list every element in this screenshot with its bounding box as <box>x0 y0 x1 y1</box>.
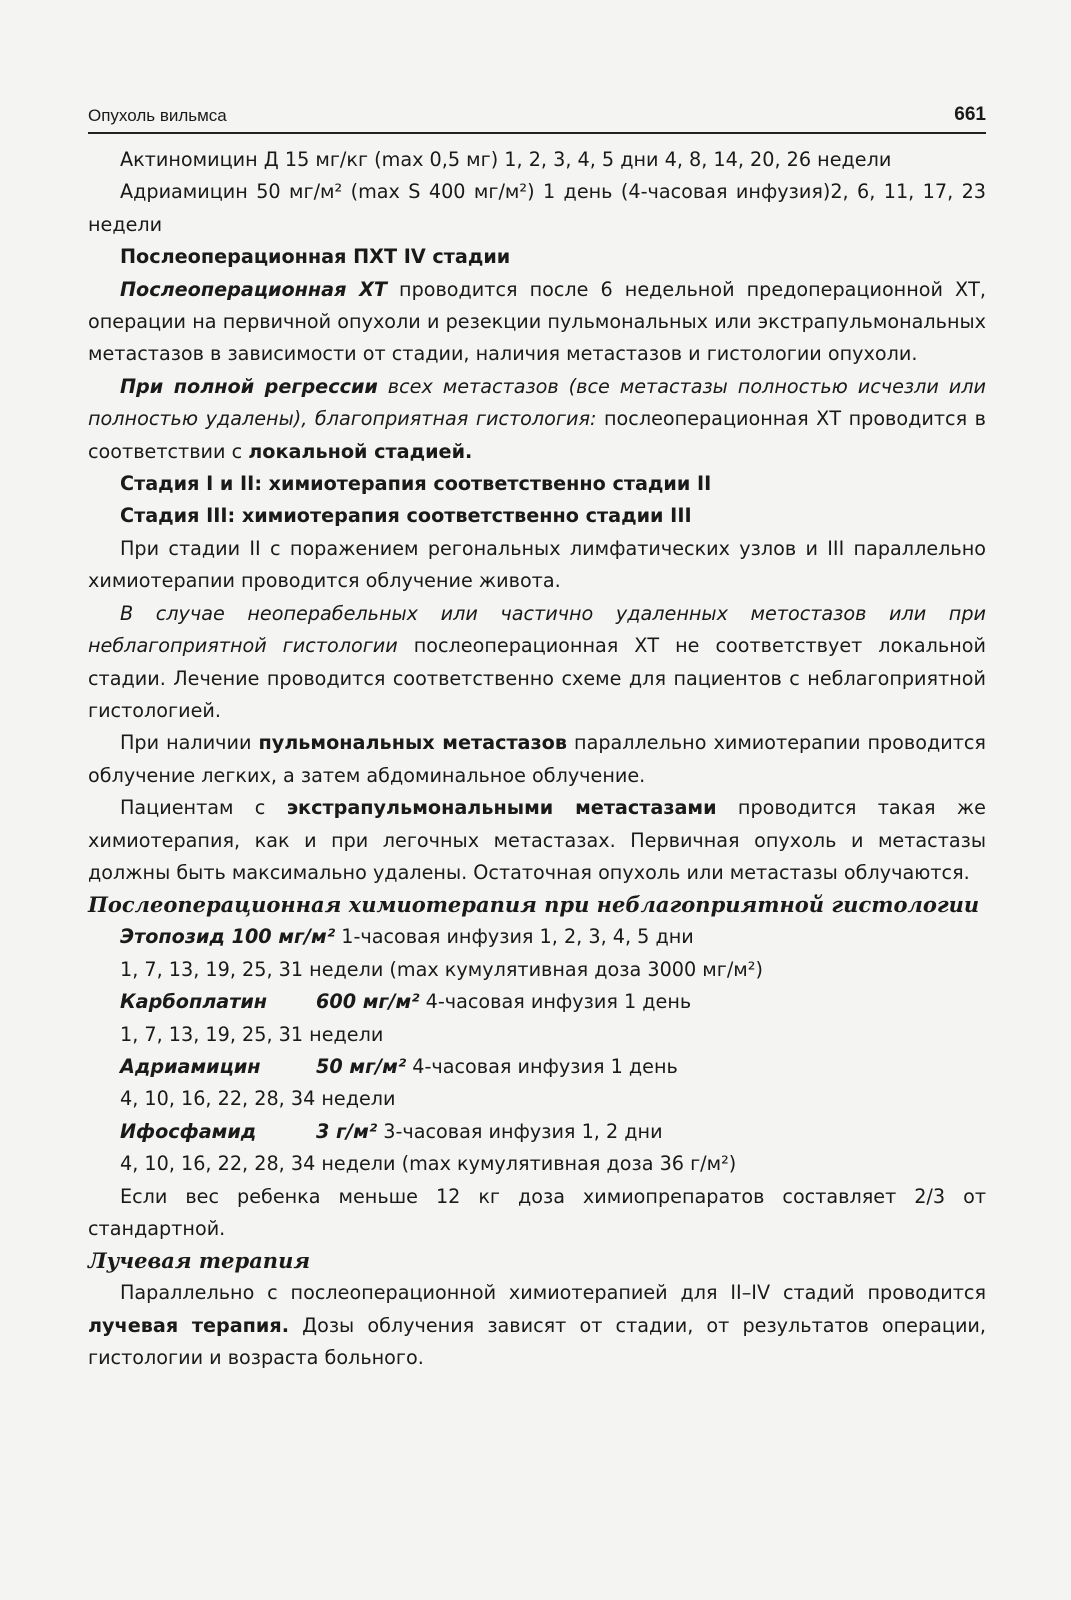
text: 3-часовая инфузия 1, 2 дни <box>377 1119 663 1143</box>
paragraph-postop-chemo <box>88 274 986 371</box>
document-page <box>88 104 986 1375</box>
page-body <box>88 144 986 1375</box>
text: 4-часовая инфузия 1 день <box>419 990 692 1014</box>
page-number: 661 <box>954 104 986 125</box>
text: Дозы облучения зависят от стадии, от результатов операции, гистологии и возраста больного. <box>88 1313 987 1370</box>
bold-text: локальной стадией. <box>248 439 473 463</box>
heading-unfavorable-histology: Послеоперационная химиотерапия при неблагоприятной гистологии <box>88 892 980 918</box>
heading-pxt-stage-4: Послеоперационная ПХТ IV стадии <box>120 245 511 269</box>
italic-text: В случае неоперабельных или частично удаленных метостазов или при неблагоприятной гистологии <box>88 601 986 658</box>
drug-dose: 50 мг/м² <box>316 1054 407 1078</box>
text: проводится такая же химиотерапия, как и при легочных метастазах. Первичная опухоль и метастазы должны быть максимально удалены. Остаточная опухоль или метастазы облучаются. <box>88 796 986 884</box>
drug-name: Этопозид 100 мг/м² <box>120 925 336 949</box>
page-header <box>88 104 986 134</box>
emphasis: Послеоперационная ХТ <box>120 277 387 301</box>
text: При наличии <box>120 731 259 755</box>
text: проводится после 6 недельной предоперационной ХТ, операции на первичной опухоли и резекции пульмональных или экстрапульмональных метастазов в зависимости от стадии, наличия метастазов и гистологии опухоли. <box>88 277 986 366</box>
drug-dose: 600 мг/м² <box>316 990 420 1014</box>
weeks-adriamycin: 4, 10, 16, 22, 28, 34 недели <box>120 1087 396 1111</box>
stage-3-line: Стадия III: химиотерапия соответственно стадии III <box>120 504 692 528</box>
text: 1-часовая инфузия 1, 2, 3, 4, 5 дни <box>335 925 694 949</box>
weeks-carboplatin: 1, 7, 13, 19, 25, 31 недели <box>120 1022 384 1046</box>
weeks-etoposide: 1, 7, 13, 19, 25, 31 недели (max кумулятивная доза 3000 мг/м²) <box>120 957 763 981</box>
weeks-ifosfamide: 4, 10, 16, 22, 28, 34 недели (max кумулятивная доза 36 г/м²) <box>120 1152 737 1176</box>
drug-name: Карбоплатин <box>120 990 268 1014</box>
paragraph-pulmonary <box>88 727 986 792</box>
paragraph-stage-2-3: При стадии II с поражением регональных лимфатических узлов и III параллельно химиотерапии проводится облучение живота. <box>88 536 986 593</box>
dose-carboplatin <box>88 986 986 1018</box>
italic-text: всех метастазов (все метастазы полностью исчезли или полностью удалены), благоприятная гистология: <box>88 374 986 431</box>
heading-radiotherapy: Лучевая терапия <box>88 1248 311 1274</box>
text: послеоперационная ХТ не соответствует локальной стадии. Лечение проводится соответственно схеме для пациентов с неблагоприятной гистологией. <box>88 634 986 722</box>
emphasis: При полной регрессии <box>120 374 378 398</box>
text: Пациентам с <box>120 796 287 820</box>
paragraph-actinomycin: Актиномицин Д 15 мг/кг (max 0,5 мг) 1, 2, 3, 4, 5 дни 4, 8, 14, 20, 26 недели <box>120 148 892 171</box>
bold-text: пульмональных метастазов <box>258 731 567 755</box>
paragraph-extrapulmonary <box>88 792 986 889</box>
paragraph-inoperable <box>88 598 986 728</box>
bold-text: экстрапульмональными метастазами <box>286 796 717 820</box>
paragraph-adriamycin: Адриамицин 50 мг/м² (max S 400 мг/м²) 1 день (4-часовая инфузия)2, 6, 11, 17, 23 недели <box>88 180 986 236</box>
text: послеоперационная ХТ проводится в соответствии с <box>88 407 986 463</box>
text: Параллельно с послеоперационной химиотерапией для II–IV стадий проводится <box>120 1281 986 1305</box>
dose-etoposide <box>88 921 986 953</box>
running-title: Опухоль вильмса <box>88 106 227 125</box>
paragraph-weight: Если вес ребенка меньше 12 кг доза химиопрепаратов составляет 2/3 от стандартной. <box>88 1184 986 1240</box>
drug-name: Ифосфамид <box>120 1119 257 1143</box>
dose-ifosfamide <box>88 1116 986 1148</box>
text: параллельно химиотерапии проводится облучение легких, а затем абдоминальное облучение. <box>88 731 986 787</box>
stage-1-2-line: Стадия I и II: химиотерапия соответственно стадии II <box>120 472 712 496</box>
bold-text: лучевая терапия. <box>88 1313 289 1337</box>
paragraph-full-regression <box>88 371 986 468</box>
text: 4-часовая инфузия 1 день <box>406 1054 678 1078</box>
drug-dose: 3 г/м² <box>316 1119 378 1143</box>
dose-adriamycin <box>88 1051 986 1083</box>
paragraph-radiotherapy <box>88 1277 986 1374</box>
drug-name: Адриамицин <box>120 1054 261 1078</box>
